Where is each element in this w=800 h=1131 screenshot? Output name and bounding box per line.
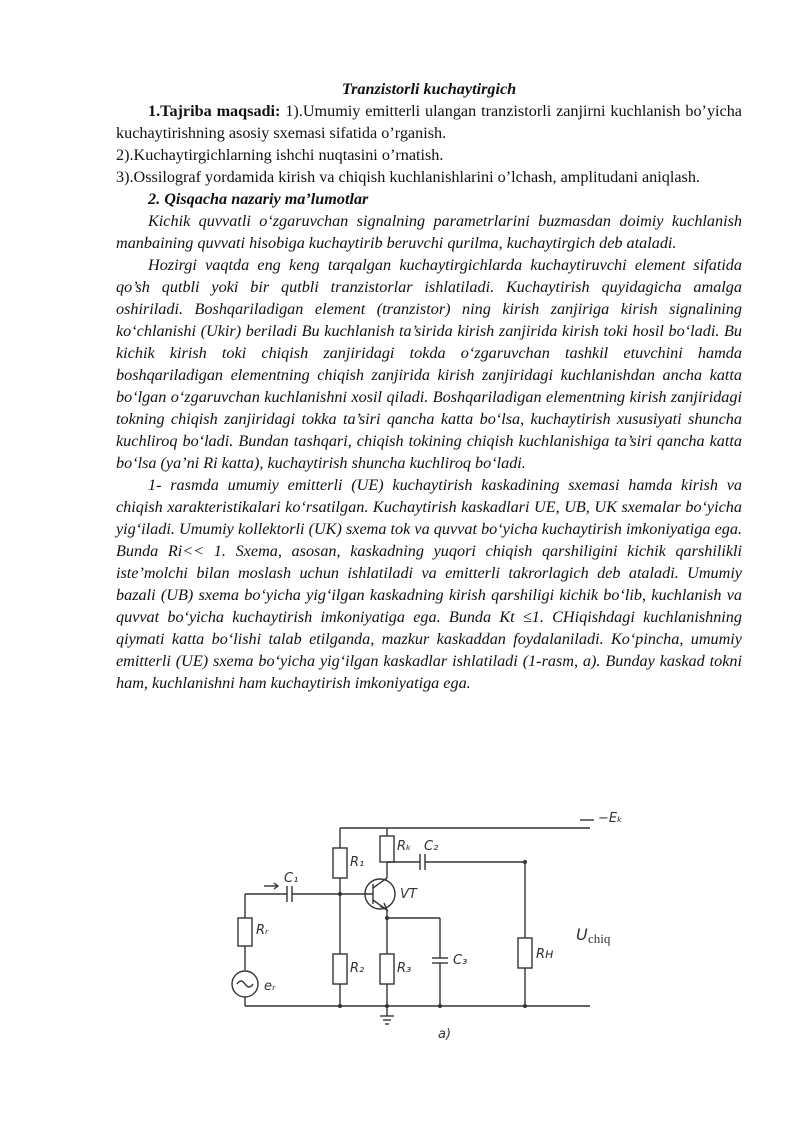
resistor-rg [238,918,252,946]
c3-label: C₃ [453,953,468,968]
supply-label: −Eₖ [598,811,623,826]
r2-label: R₂ [350,961,365,976]
output-voltage-label: U [576,925,588,944]
theory-paragraph-2: Hozirgi vaqtda eng keng tarqalgan kuchaytirgichlarda kuchaytiruvchi element sifatida qo’sh qutbli yoki bir qutbli tranzistorlar ishlatiladi. Kuchaytirish quyidagicha amalga oshiriladi. Boshqariladigan element (tranzistor) ning kirish zanjiriga kirish signalining ko‘chlanishi (Ukir) beriladi Bu kuchlanish ta’sirida kirish zanjirida kirish toki hosil bo‘ladi. Bu kichik kirish toki chiqish zanjiridagi tokda o‘zgaruvchan tashkil etuvchini hamda boshqariladigan elementning chiqish zanjirida kirish zanjiridagi kuchlanishdan ancha katta bo‘lgan o‘zgaruvchan kuchlanishni xosil qiladi. Boshqariladigan elementning kirish zanjiridagi tokning chiqish zanjiridagi tokka ta’siri qancha katta bo‘lsa, kuchaytirish xususiyati shuncha kuchliroq bo‘ladi. Bundan tashqari, chiqish tokining chiqish kuchlanishiga ta’siri qancha katta bo‘lsa (ya’ni Ri katta), kuchaytirish shuncha kuchliroq bo‘ladi. [116,256,742,472]
resistor-r3 [380,954,394,984]
rn-label: Rн [536,947,554,962]
r1-label: R₁ [350,855,365,870]
goal-paragraph-3: 3).Ossilograf yordamida kirish va chiqish kuchlanishlarini o’lchash, amplitudani aniqlash. [116,168,700,186]
goal-1-text: 1).Umumiy emitterli ulangan tranzistorli zanjirni kuchlanish bo’yicha kuchaytirishning asosiy sxemasi sifatida o’rganish. [116,102,742,142]
resistor-r1 [333,848,347,878]
section2-heading: 2. Qisqacha nazariy ma’lumotlar [148,190,369,208]
rg-label: Rᵣ [256,923,269,938]
r3-label: R₃ [397,961,412,976]
section1-heading: 1.Tajriba maqsadi: [148,102,281,120]
eg-label: eᵣ [264,979,276,994]
resistor-r2 [333,954,347,984]
goal-paragraph-2: 2).Kuchaytirgichlarning ishchi nuqtasini o’rnatish. [116,146,444,164]
figure-caption: a) [438,1027,452,1042]
cz-label: C₂ [424,839,439,854]
amplifier-circuit-diagram [220,806,640,1046]
document-title: Tranzistorli kuchaytirgich [341,80,517,98]
resistor-rk [380,836,394,862]
theory-paragraph-3: 1- rasmda umumiy emitterli (UE) kuchaytirish kaskadining sxemasi hamda kirish va chiqish xarakteristikalari ko‘rsatilgan. Kuchaytirish kaskadlari UE, UB, UK sxemalar bo‘yicha yig‘iladi. Umumiy kollektorli (UK) sxema tok va quvvat bo‘yicha kuchaytirish imkoniyatiga ega. Bunda Ri<< 1. Sxema, asosan, kaskadning yuqori chiqish qarshiligini kichik qarshilikli iste’molchi bilan moslash uchun ishlatiladi va emitterli takrorlagich deb ataladi. Umumiy bazali (UB) sxema bo‘yicha yig‘ilgan kaskadning kirish qarshiligi kichik bo‘lib, kuchlanish va quvvat bo‘yicha kuchaytirish imkoniyatiga ega. Bunda Kt ≤1. CHiqishdagi kuchlanishning qiymati katta bo‘lishi talab etilganda, mazkur kaskaddan foydalaniladi. Ko‘pincha, umumiy emitterli (UE) sxema bo‘yicha yig‘ilgan kaskadlar ishlatiladi (1-rasm, a). Bunday kaskad tokni ham, kuchlanishni ham kuchaytirish imkoniyatiga ega. [116,476,742,692]
theory-paragraph-1: Kichik quvvatli o‘zgaruvchan signalning parametrlarini buzmasdan doimiy kuchlanish manbaining quvvati hisobiga kuchaytirib beruvchi qurilma, kuchaytirgich deb ataladi. [116,212,742,252]
output-voltage-subscript: chiq [588,931,611,946]
vt-label: VT [400,887,417,902]
rk-label: Rₖ [397,839,412,854]
goal-paragraph-1 [116,100,742,144]
document-page [116,78,742,694]
c1-label: C₁ [284,871,299,886]
resistor-rn [518,938,532,968]
